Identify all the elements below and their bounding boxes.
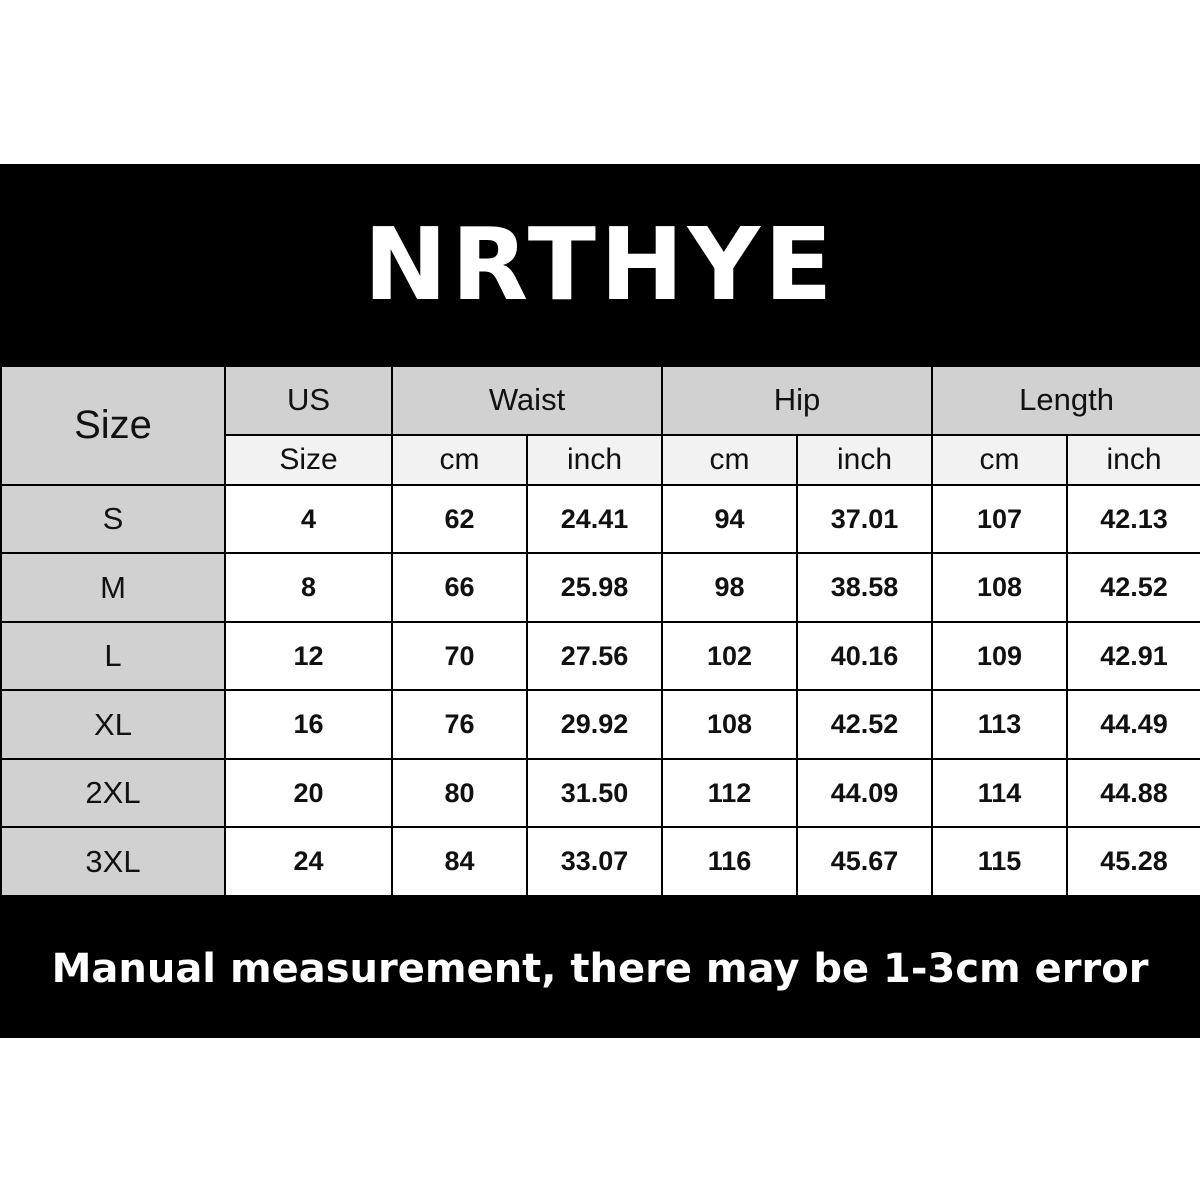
cell-hip-inch: 42.52	[797, 690, 932, 759]
cell-us-size: 4	[225, 485, 392, 554]
table-row	[1, 622, 1200, 691]
cell-length-inch: 44.88	[1067, 759, 1200, 828]
table-row	[1, 827, 1200, 896]
cell-hip-inch: 40.16	[797, 622, 932, 691]
cell-waist-cm: 70	[392, 622, 527, 691]
cell-length-cm: 109	[932, 622, 1067, 691]
cell-hip-inch: 37.01	[797, 485, 932, 554]
brand-title: NRTHYE	[363, 205, 837, 323]
cell-waist-inch: 29.92	[527, 690, 662, 759]
cell-length-cm: 113	[932, 690, 1067, 759]
cell-length-cm: 108	[932, 553, 1067, 622]
unit-header-length-cm: cm	[932, 435, 1067, 485]
footer-note: Manual measurement, there may be 1-3cm error	[51, 946, 1149, 992]
size-label: 3XL	[1, 827, 225, 896]
unit-header-waist-inch: inch	[527, 435, 662, 485]
cell-waist-inch: 33.07	[527, 827, 662, 896]
table-row	[1, 553, 1200, 622]
cell-us-size: 24	[225, 827, 392, 896]
size-label: L	[1, 622, 225, 691]
cell-length-inch: 42.13	[1067, 485, 1200, 554]
cell-hip-cm: 94	[662, 485, 797, 554]
cell-waist-cm: 84	[392, 827, 527, 896]
cell-length-cm: 107	[932, 485, 1067, 554]
cell-length-cm: 114	[932, 759, 1067, 828]
cell-hip-cm: 116	[662, 827, 797, 896]
size-header: Size	[1, 366, 225, 485]
unit-header-hip-inch: inch	[797, 435, 932, 485]
cell-waist-cm: 62	[392, 485, 527, 554]
unit-header-length-inch: inch	[1067, 435, 1200, 485]
cell-waist-inch: 24.41	[527, 485, 662, 554]
cell-us-size: 12	[225, 622, 392, 691]
size-chart-table	[0, 365, 1200, 897]
cell-us-size: 16	[225, 690, 392, 759]
size-label: 2XL	[1, 759, 225, 828]
cell-length-inch: 45.28	[1067, 827, 1200, 896]
size-label: S	[1, 485, 225, 554]
unit-header-waist-cm: cm	[392, 435, 527, 485]
group-header-row	[1, 366, 1200, 435]
cell-length-cm: 115	[932, 827, 1067, 896]
cell-hip-cm: 98	[662, 553, 797, 622]
cell-waist-cm: 66	[392, 553, 527, 622]
cell-length-inch: 44.49	[1067, 690, 1200, 759]
cell-us-size: 20	[225, 759, 392, 828]
cell-waist-cm: 80	[392, 759, 527, 828]
cell-hip-cm: 108	[662, 690, 797, 759]
group-header-waist: Waist	[392, 366, 662, 435]
cell-hip-cm: 102	[662, 622, 797, 691]
table-body	[1, 485, 1200, 896]
cell-waist-inch: 25.98	[527, 553, 662, 622]
unit-header-hip-cm: cm	[662, 435, 797, 485]
table-row	[1, 690, 1200, 759]
size-label: M	[1, 553, 225, 622]
cell-hip-cm: 112	[662, 759, 797, 828]
table-row	[1, 485, 1200, 554]
cell-hip-inch: 45.67	[797, 827, 932, 896]
group-header-hip: Hip	[662, 366, 932, 435]
cell-length-inch: 42.52	[1067, 553, 1200, 622]
group-header-length: Length	[932, 366, 1200, 435]
cell-hip-inch: 38.58	[797, 553, 932, 622]
group-header-us: US	[225, 366, 392, 435]
cell-length-inch: 42.91	[1067, 622, 1200, 691]
cell-waist-inch: 31.50	[527, 759, 662, 828]
cell-waist-cm: 76	[392, 690, 527, 759]
cell-hip-inch: 44.09	[797, 759, 932, 828]
unit-header-us-size: Size	[225, 435, 392, 485]
cell-waist-inch: 27.56	[527, 622, 662, 691]
size-label: XL	[1, 690, 225, 759]
table-row	[1, 759, 1200, 828]
cell-us-size: 8	[225, 553, 392, 622]
